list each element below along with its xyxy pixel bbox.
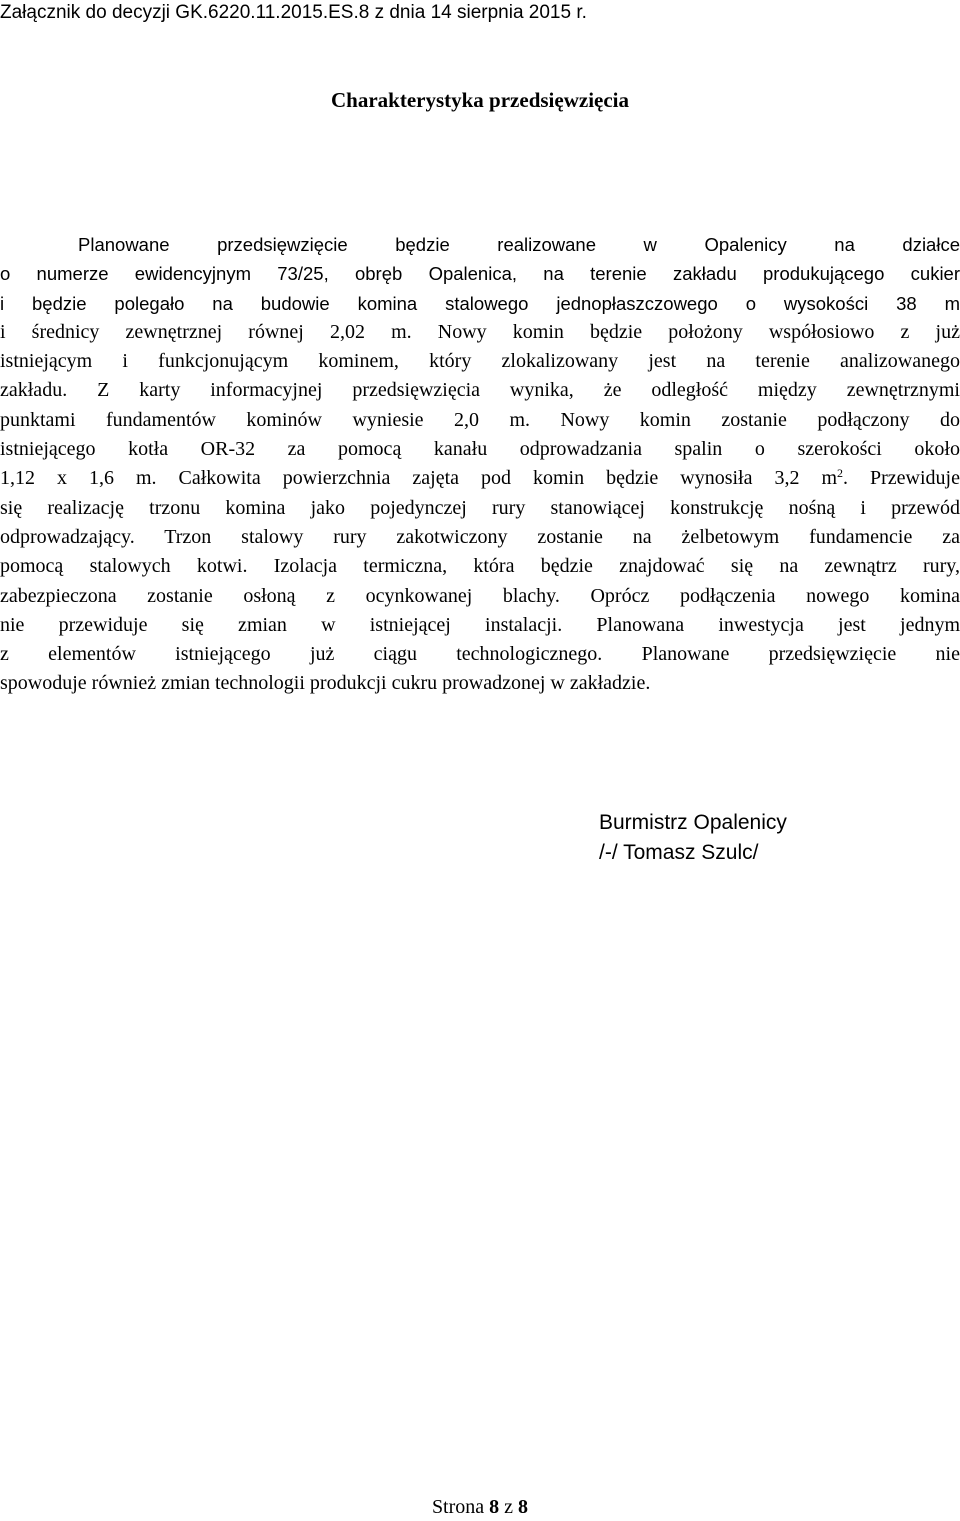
document-title: Charakterystyka przedsięwzięcia — [330, 88, 630, 112]
document-body — [0, 230, 960, 699]
body-line: istniejącego kotła OR-32 za pomocą kanału odprowadzania spalin o szerokości około — [0, 438, 960, 461]
body-line — [0, 464, 960, 493]
signature-title: Burmistrz Opalenicy — [599, 811, 787, 834]
body-line: odprowadzający. Trzon stalowy rury zakotwiczony zostanie na żelbetowym fundamencie za — [0, 525, 960, 548]
body-line: istniejącym i funkcjonującym kominem, który zlokalizowany jest na terenie analizowanego — [0, 350, 960, 373]
page-of-label: z — [504, 1496, 514, 1518]
body-line-part: Nowy komin będzie położony współosiowo z już — [437, 320, 960, 343]
signature-name: /-/ Tomasz Szulc/ — [599, 841, 759, 864]
body-line — [0, 318, 960, 347]
signature-block — [599, 808, 787, 868]
body-line: spowoduje również zmian technologii produkcji cukru prowadzonej w zakładzie. — [0, 672, 651, 695]
body-line: się realizację trzonu komina jako pojedynczej rury stanowiącej konstrukcję nośną i przewód — [0, 496, 960, 519]
page-number: 8 — [489, 1496, 500, 1518]
body-line: i będzie polegało na budowie komina stalowego jednopłaszczowego o wysokości 38 m — [0, 292, 960, 314]
page-total: 8 — [518, 1496, 529, 1518]
body-line: z elementów istniejącego już ciągu technologicznego. Planowane przedsięwzięcie nie — [0, 643, 960, 666]
body-line: o numerze ewidencyjnym 73/25, obręb Opalenica, na terenie zakładu produkującego cukier — [0, 263, 960, 285]
body-line: zabezpieczona zostanie osłoną z ocynkowanej blachy. Oprócz podłączenia nowego komina — [0, 584, 960, 607]
body-line-part: . Przewiduje — [843, 467, 960, 490]
superscript-exponent: 2 — [837, 466, 844, 481]
body-line: Planowane przedsięwzięcie będzie realizowane w Opalenicy na działce — [78, 234, 960, 255]
page-label: Strona — [431, 1496, 485, 1518]
body-line: punktami fundamentów kominów wyniesie 2,0 m. Nowy komin zostanie podłączony do — [0, 408, 960, 431]
body-line-part: 1,12 x 1,6 m. Całkowita powierzchnia zajęta pod komin będzie wynosiła 3,2 m — [0, 467, 838, 490]
body-line: pomocą stalowych kotwi. Izolacja termiczna, która będzie znajdować się na zewnątrz rury, — [0, 555, 960, 578]
page-footer — [0, 1494, 960, 1520]
body-line-part: i średnicy zewnętrznej równej 2,02 m. — [0, 320, 412, 343]
body-line: zakładu. Z karty informacyjnej przedsięwzięcia wynika, że odległość między zewnętrznymi — [0, 379, 960, 402]
attachment-header: Załącznik do decyzji GK.6220.11.2015.ES.8 z dnia 14 sierpnia 2015 r. — [0, 2, 587, 23]
body-line: nie przewiduje się zmian w istniejącej instalacji. Planowana inwestycja jest jednym — [0, 613, 960, 636]
